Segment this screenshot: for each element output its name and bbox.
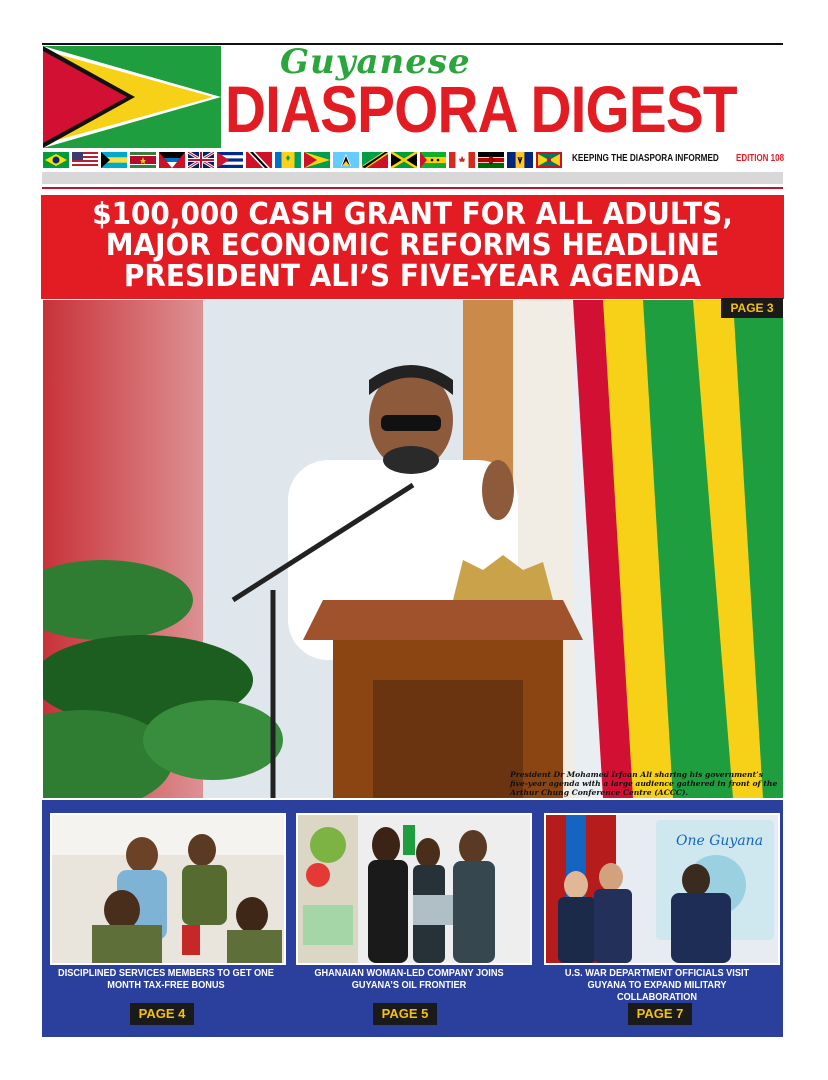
guyana-flag-icon: [43, 46, 221, 148]
lead-headline[interactable]: [41, 199, 784, 292]
flags-row: [43, 152, 571, 168]
story-1-title[interactable]: DISCIPLINED SERVICES MEMBERS TO GET ONE MONTH TAX-FREE BONUS: [58, 968, 274, 991]
barbados-flag-icon: [507, 152, 533, 168]
hero-photo[interactable]: [43, 300, 783, 798]
st-lucia-flag-icon: [333, 152, 359, 168]
headline-line-3: PRESIDENT ALI’S FIVE-YEAR AGENDA: [123, 259, 702, 294]
story-3-page-tag[interactable]: PAGE 7: [628, 1003, 692, 1025]
guyana-small-flag-icon: [304, 152, 330, 168]
page-3-tag[interactable]: PAGE 3: [721, 298, 783, 318]
brazil-flag-icon: [43, 152, 69, 168]
sao-tome-flag-icon: [420, 152, 446, 168]
masthead-title: DIASPORA DIGEST: [225, 72, 737, 146]
story-3-title[interactable]: U.S. WAR DEPARTMENT OFFICIALS VISIT GUYANA TO EXPAND MILITARY COLLABORATION: [564, 968, 750, 1003]
st-kitts-flag-icon: [362, 152, 388, 168]
story-1-page-tag[interactable]: PAGE 4: [130, 1003, 194, 1025]
masthead-tagline: KEEPING THE DIASPORA INFORMED: [572, 153, 719, 164]
st-vincent-flag-icon: [275, 152, 301, 168]
trinidad-flag-icon: [246, 152, 272, 168]
grenada-flag-icon: [536, 152, 562, 168]
uk-flag-icon: [188, 152, 214, 168]
masthead-pretitle: Guyanese: [280, 42, 471, 82]
jamaica-flag-icon: [391, 152, 417, 168]
cuba-flag-icon: [217, 152, 243, 168]
story-2-title[interactable]: GHANAIAN WOMAN-LED COMPANY JOINS GUYANA’S OIL FRONTIER: [314, 968, 504, 991]
story-2-photo[interactable]: [296, 813, 532, 965]
one-guyana-banner: One Guyana: [676, 833, 764, 849]
masthead-divider: [42, 172, 783, 184]
edition-number: EDITION 108: [736, 153, 785, 164]
kenya-flag-icon: [478, 152, 504, 168]
masthead-red-rule: [42, 187, 783, 189]
suriname-flag-icon: [130, 152, 156, 168]
canada-flag-icon: [449, 152, 475, 168]
antigua-flag-icon: [159, 152, 185, 168]
usa-flag-icon: [72, 152, 98, 168]
story-3-photo[interactable]: [544, 813, 780, 965]
headline-line-2: MAJOR ECONOMIC REFORMS HEADLINE: [105, 228, 720, 263]
bahamas-flag-icon: [101, 152, 127, 168]
headline-line-1: $100,000 CASH GRANT FOR ALL ADULTS,: [92, 197, 733, 232]
story-2-page-tag[interactable]: PAGE 5: [373, 1003, 437, 1025]
hero-caption: President Dr Mohamed Irfaan Ali sharing his government’s five-year agenda with a large audience gathered in front of the Arthur Chung Conference Centre (ACCC).: [510, 770, 778, 797]
story-1-photo[interactable]: [50, 813, 286, 965]
